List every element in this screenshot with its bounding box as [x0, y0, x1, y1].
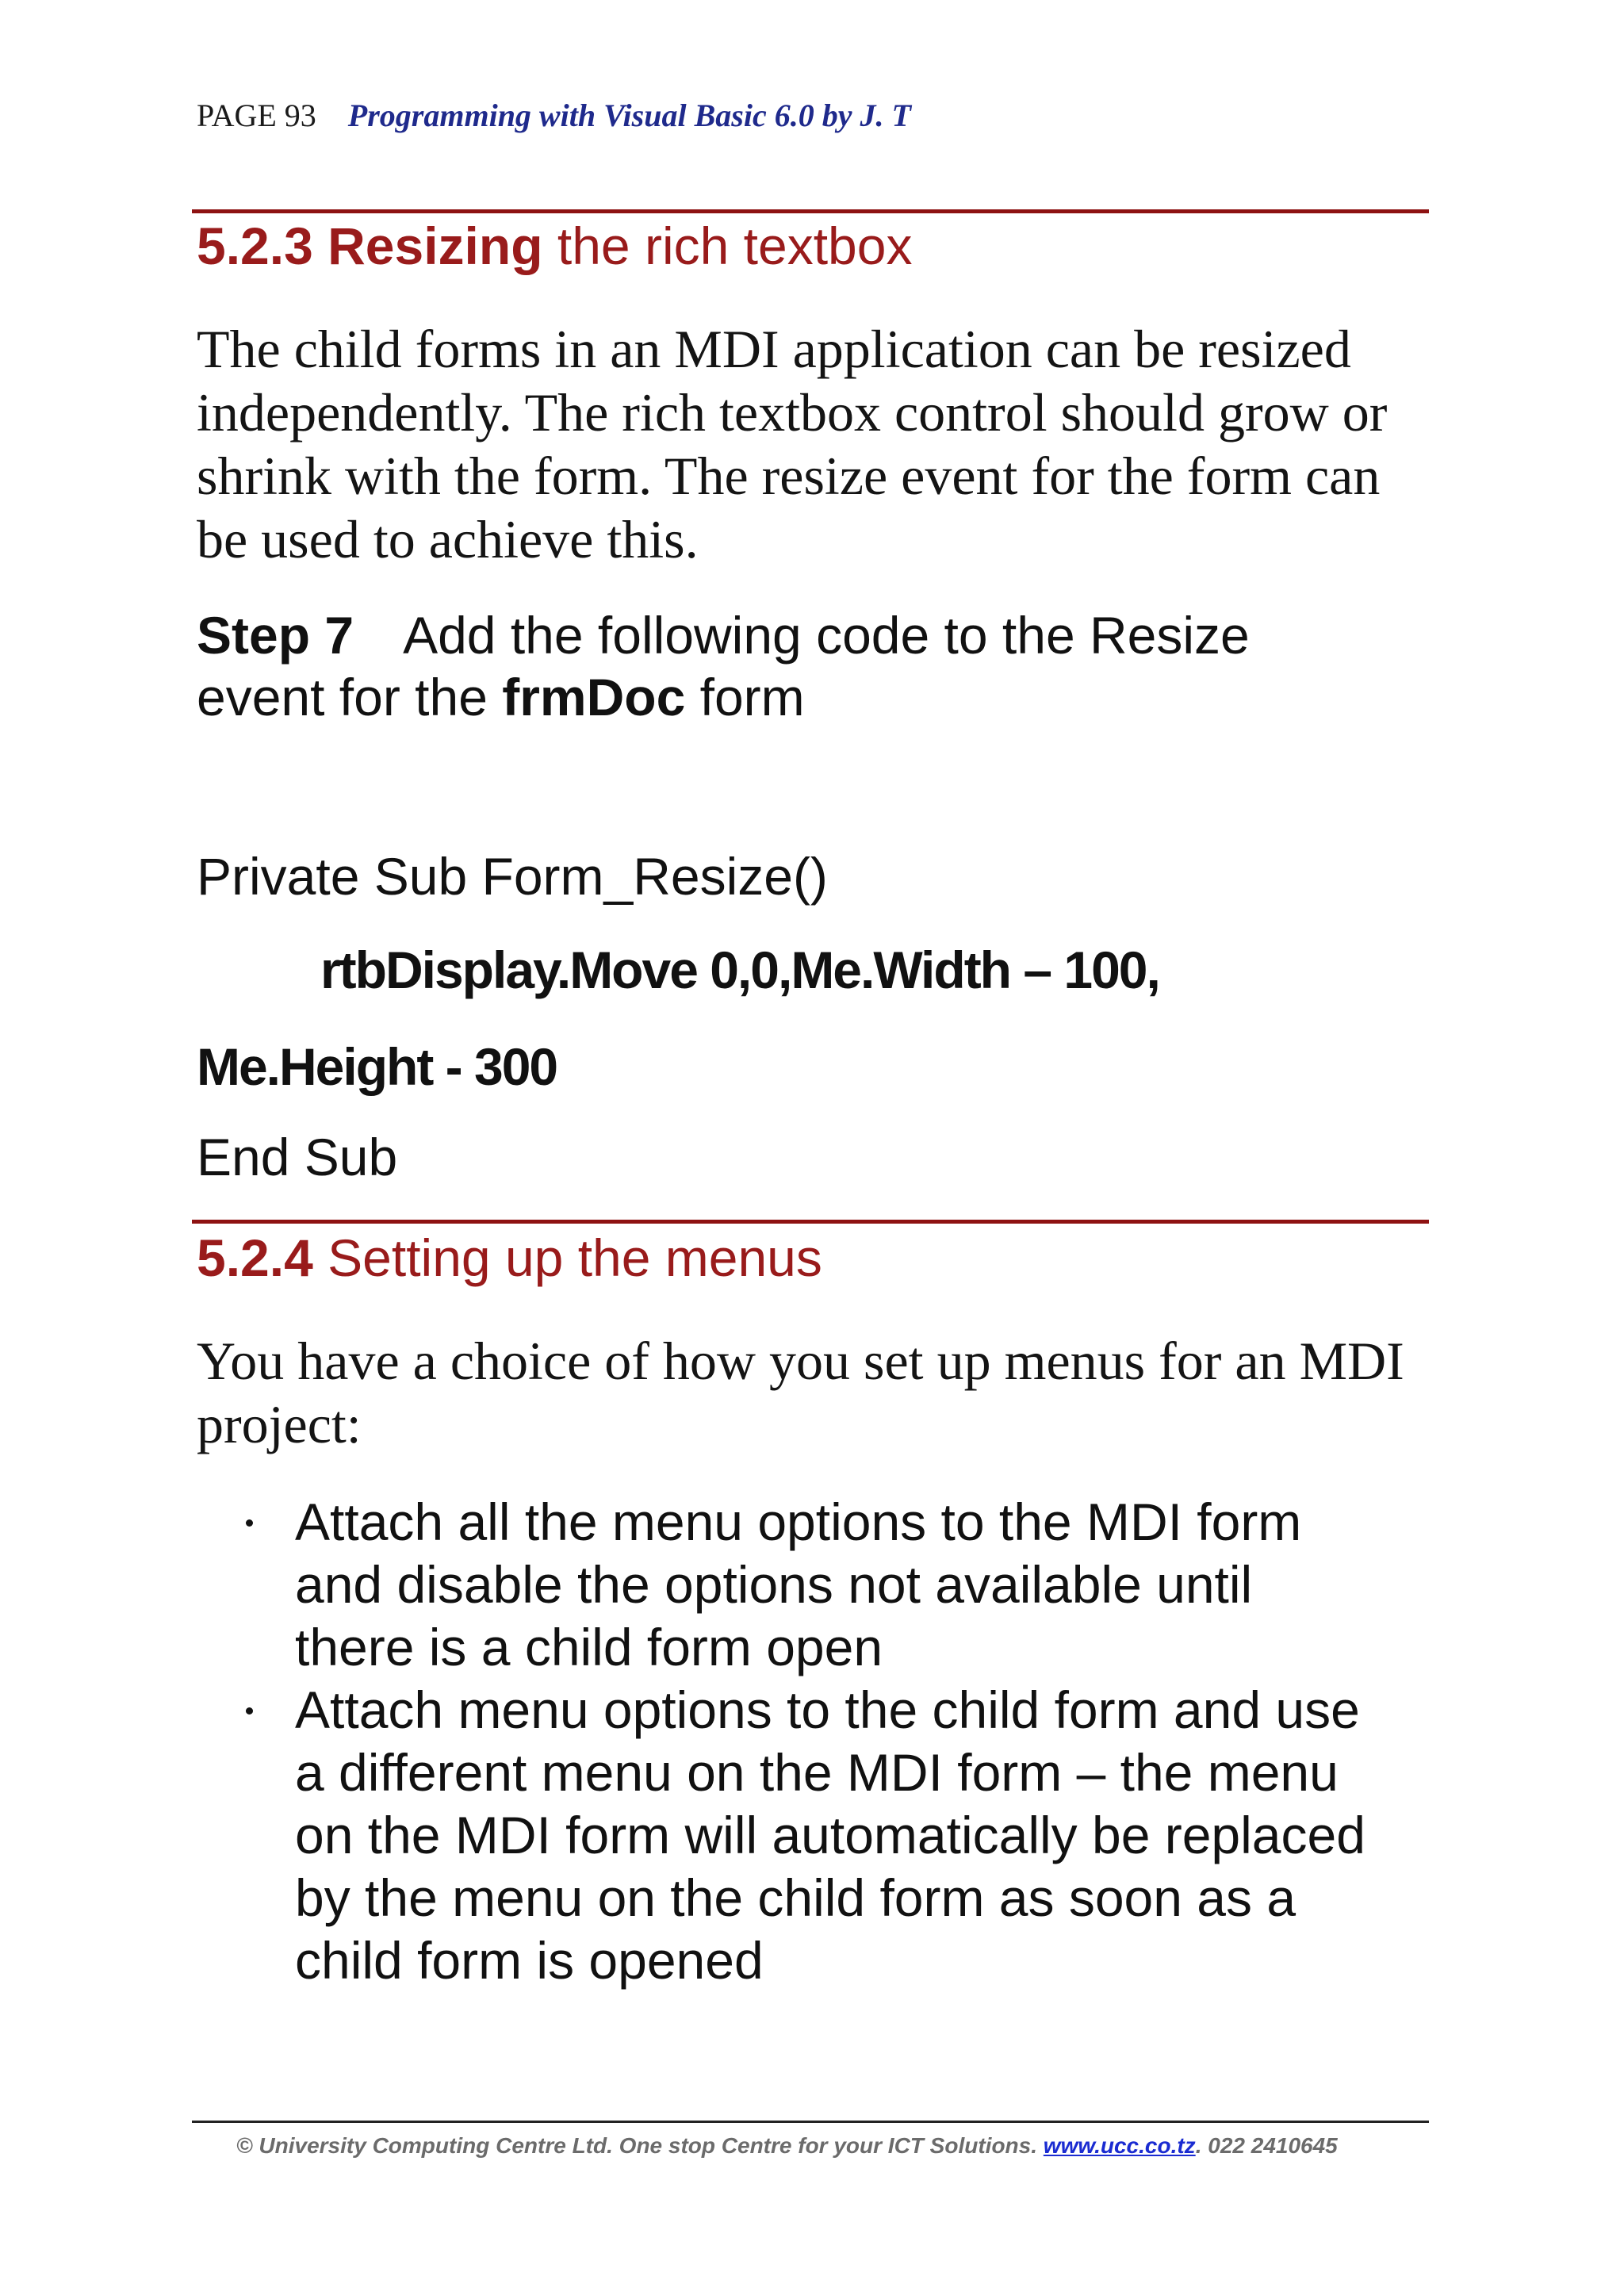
list-item	[197, 1491, 1434, 1679]
list-item	[197, 1679, 1434, 1992]
section-number: 5.2.3	[197, 216, 313, 275]
paragraph-line: The child forms in an MDI application can be resized	[197, 319, 1351, 379]
paragraph-resize-intro	[197, 317, 1434, 571]
list-item-line: there is a child form open	[295, 1618, 883, 1676]
form-name: frmDoc	[502, 668, 686, 726]
step-line2-suffix: form	[699, 668, 805, 726]
page-footer	[236, 2130, 1338, 2162]
menu-options-list	[197, 1491, 1434, 1992]
section-heading-523	[197, 214, 912, 278]
paragraph-line: shrink with the form. The resize event for the form can	[197, 446, 1381, 506]
list-item-line: Attach menu options to the child form and use	[295, 1680, 1360, 1739]
step-label: Step 7	[197, 606, 354, 665]
footer-phone: . 022 2410645	[1195, 2133, 1338, 2158]
code-line-2: rtbDisplay.Move 0,0,Me.Width – 100,	[320, 941, 1159, 999]
page-number: PAGE 93	[197, 98, 316, 133]
list-item-line: child form is opened	[295, 1931, 764, 1990]
section-title-bold: Resizing	[327, 216, 543, 275]
paragraph-line: independently. The rich textbox control should grow or	[197, 382, 1388, 443]
footer-link[interactable]: www.ucc.co.tz	[1043, 2133, 1196, 2158]
code-line-4: End Sub	[197, 1128, 398, 1186]
section-title: Setting up the menus	[327, 1228, 822, 1287]
list-item-line: a different menu on the MDI form – the menu	[295, 1743, 1339, 1802]
section-divider	[192, 1220, 1429, 1224]
list-item-line: by the menu on the child form as soon as a	[295, 1868, 1297, 1927]
page-header	[197, 94, 911, 138]
paragraph-line: You have a choice of how you set up menus for an MDI	[197, 1331, 1404, 1391]
list-item-line: and disable the options not available until	[295, 1555, 1253, 1614]
footer-divider	[192, 2121, 1429, 2123]
book-title: Programming with Visual Basic 6.0 by J. T	[347, 98, 911, 133]
step-text: Add the following code to the Resize	[403, 606, 1250, 665]
bullet-icon	[246, 1707, 253, 1715]
list-item-line: Attach all the menu options to the MDI form	[295, 1492, 1302, 1551]
footer-copyright: © University Computing Centre Ltd. One stop Centre for your ICT Solutions.	[236, 2133, 1038, 2158]
paragraph-menus-intro	[197, 1329, 1434, 1456]
bullet-icon	[246, 1519, 253, 1527]
step-line2-prefix: event for the	[197, 668, 488, 726]
section-number: 5.2.4	[197, 1228, 313, 1287]
section-divider	[192, 209, 1429, 213]
code-line-1: Private Sub Form_Resize()	[197, 847, 828, 906]
paragraph-line: project:	[197, 1394, 362, 1454]
paragraph-line: be used to achieve this.	[197, 509, 699, 569]
section-heading-524	[197, 1226, 822, 1289]
list-item-line: on the MDI form will automatically be replaced	[295, 1806, 1365, 1864]
section-title: the rich textbox	[557, 216, 913, 275]
step-7	[197, 604, 1250, 728]
code-line-3: Me.Height - 300	[197, 1037, 557, 1096]
